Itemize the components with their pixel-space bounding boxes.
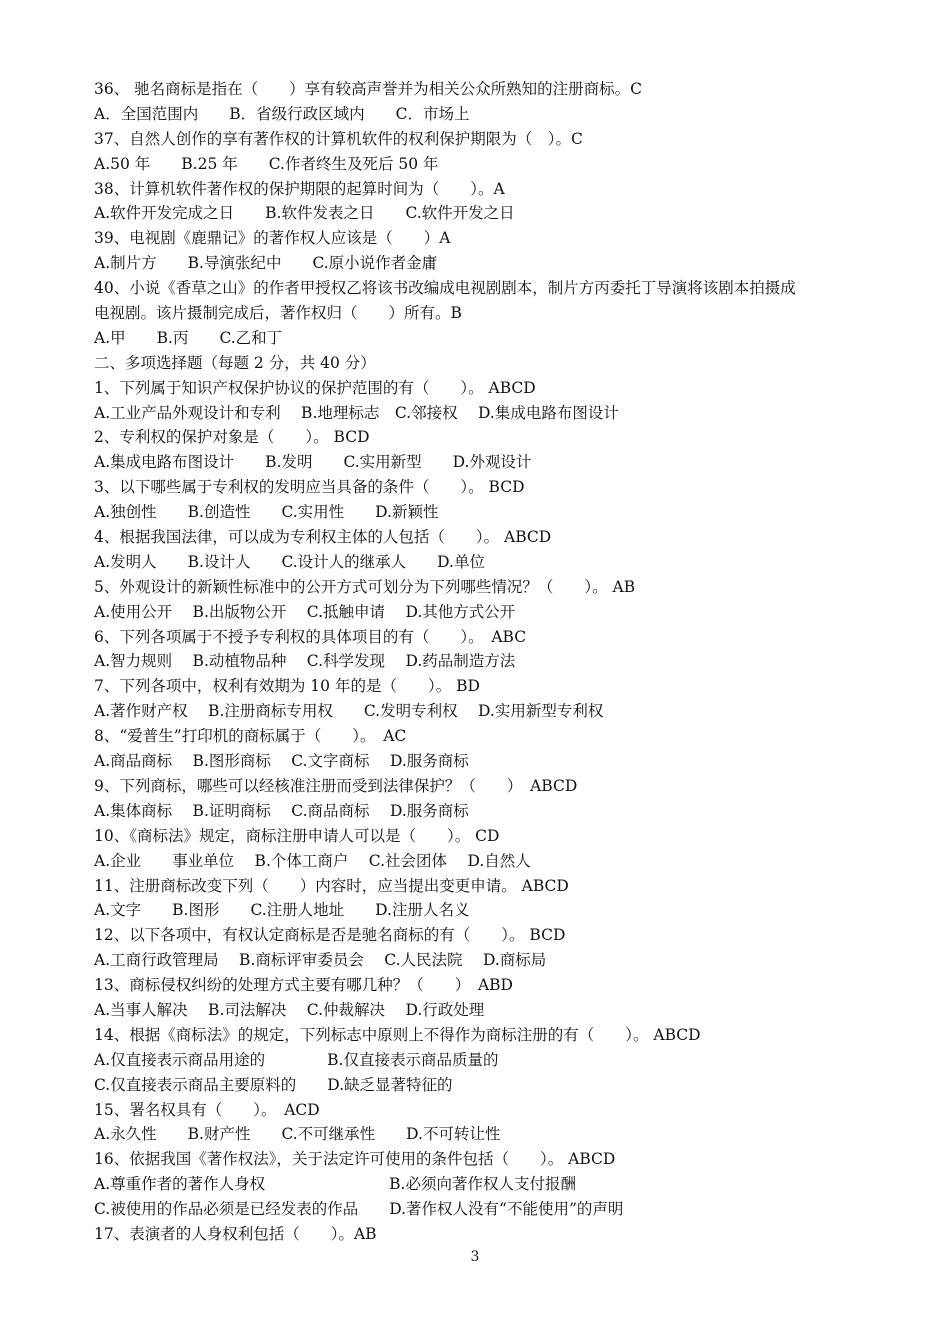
text-line: 38、计算机软件著作权的保护期限的起算时间为（ ）。A bbox=[94, 179, 505, 198]
text-line: 9、下列商标，哪些可以经核准注册而受到法律保护？（ ） ABCD bbox=[94, 776, 578, 795]
text-line: A.智力规则 B.动植物品种 C.科学发现 D.药品制造方法 bbox=[94, 652, 516, 671]
text-line: 电视剧。该片摄制完成后，著作权归（ ）所有。B bbox=[94, 304, 462, 323]
text-line: A.企业 事业单位 B.个体工商户 C.社会团体 D.自然人 bbox=[94, 851, 531, 870]
text-line: A.50 年 B.25 年 C.作者终生及死后 50 年 bbox=[94, 154, 439, 173]
text-line: A.集成电路布图设计 B.发明 C.实用新型 D.外观设计 bbox=[94, 453, 532, 472]
text-line: A.仅直接表示商品用途的 B.仅直接表示商品质量的 bbox=[94, 1050, 499, 1069]
document-body bbox=[94, 77, 864, 1247]
text-line: A.软件开发完成之日 B.软件发表之日 C.软件开发之日 bbox=[94, 204, 515, 223]
text-line: A.发明人 B.设计人 C.设计人的继承人 D.单位 bbox=[94, 552, 485, 571]
text-line: A.使用公开 B.出版物公开 C.抵触申请 D.其他方式公开 bbox=[94, 602, 516, 621]
text-line: 39、电视剧《鹿鼎记》的著作权人应该是（ ）A bbox=[94, 229, 451, 248]
text-line: 40、小说《香草之山》的作者甲授权乙将该书改编成电视剧剧本，制片方丙委托丁导演将该剧本拍摄成 bbox=[94, 279, 796, 298]
text-line: A.工业产品外观设计和专利 B.地理标志 C.邻接权 D.集成电路布图设计 bbox=[94, 403, 619, 422]
text-line: 36、 驰名商标是指在（ ）享有较高声誉并为相关公众所熟知的注册商标。C bbox=[94, 80, 643, 98]
text-line: 37、自然人创作的享有著作权的计算机软件的权利保护期限为（ ）。C bbox=[94, 129, 583, 148]
text-line: 二、多项选择题（每题 2 分，共 40 分） bbox=[94, 353, 376, 372]
text-line: 11、注册商标改变下列（ ）内容时，应当提出变更申请。 ABCD bbox=[94, 876, 569, 895]
text-line: 3、以下哪些属于专利权的发明应当具备的条件（ ）。 BCD bbox=[94, 478, 525, 497]
text-line: C.被使用的作品必须是已经发表的作品 D.著作权人没有“不能使用”的声明 bbox=[94, 1200, 624, 1219]
text-line: 16、依据我国《著作权法》，关于法定许可使用的条件包括（ ）。 ABCD bbox=[94, 1150, 616, 1169]
text-line: 4、根据我国法律，可以成为专利权主体的人包括（ ）。 ABCD bbox=[94, 528, 552, 547]
text-line: 17、表演者的人身权利包括（ ）。AB bbox=[94, 1224, 377, 1243]
text-line: 5、外观设计的新颖性标准中的公开方式可划分为下列哪些情况？（ ）。 AB bbox=[94, 577, 636, 596]
text-line: A．全国范围内 B．省级行政区域内 C．市场上 bbox=[94, 104, 470, 123]
text-line: 14、根据《商标法》的规定，下列标志中原则上不得作为商标注册的有（ ）。 ABCD bbox=[94, 1025, 701, 1044]
text-line: 10、《商标法》规定，商标注册申请人可以是（ ）。 CD bbox=[94, 826, 500, 845]
text-line: A.商品商标 B.图形商标 C.文字商标 D.服务商标 bbox=[94, 752, 469, 771]
text-line: A.永久性 B.财产性 C.不可继承性 D.不可转让性 bbox=[94, 1125, 501, 1144]
text-line: 13、商标侵权纠纷的处理方式主要有哪几种？（ ） ABD bbox=[94, 976, 513, 995]
text-line: A.独创性 B.创造性 C.实用性 D.新颖性 bbox=[94, 503, 439, 522]
text-line: A.制片方 B.导演张纪中 C.原小说作者金庸 bbox=[94, 254, 438, 273]
text-line: 8、“爱普生”打印机的商标属于（ ）。 AC bbox=[94, 727, 407, 746]
text-line: A.文字 B.图形 C.注册人地址 D.注册人名义 bbox=[94, 901, 470, 920]
text-line: A.集体商标 B.证明商标 C.商品商标 D.服务商标 bbox=[94, 801, 469, 820]
text-line: 15、署名权具有（ ）。 ACD bbox=[94, 1100, 320, 1119]
text-line: A.著作财产权 B.注册商标专用权 C.发明专利权 D.实用新型专利权 bbox=[94, 702, 604, 721]
page-number: 3 bbox=[470, 1249, 480, 1265]
text-line: A.尊重作者的著作人身权 B.必须向著作权人支付报酬 bbox=[94, 1175, 576, 1194]
text-line: A.甲 B.丙 C.乙和丁 bbox=[94, 328, 283, 347]
text-line: 7、下列各项中，权利有效期为 10 年的是（ ）。 BD bbox=[94, 677, 480, 696]
text-line: 6、下列各项属于不授予专利权的具体项目的有（ ）。 ABC bbox=[94, 627, 527, 646]
text-line: 12、以下各项中，有权认定商标是否是驰名商标的有（ ）。 BCD bbox=[94, 926, 566, 945]
text-line: C.仅直接表示商品主要原料的 D.缺乏显著特征的 bbox=[94, 1075, 453, 1094]
text-line: 1、下列属于知识产权保护协议的保护范围的有（ ）。 ABCD bbox=[94, 378, 536, 397]
text-line: A.工商行政管理局 B.商标评审委员会 C.人民法院 D.商标局 bbox=[94, 951, 547, 970]
text-line: 2、专利权的保护对象是（ ）。 BCD bbox=[94, 428, 370, 447]
text-line: A.当事人解决 B.司法解决 C.仲裁解决 D.行政处理 bbox=[94, 1000, 485, 1019]
